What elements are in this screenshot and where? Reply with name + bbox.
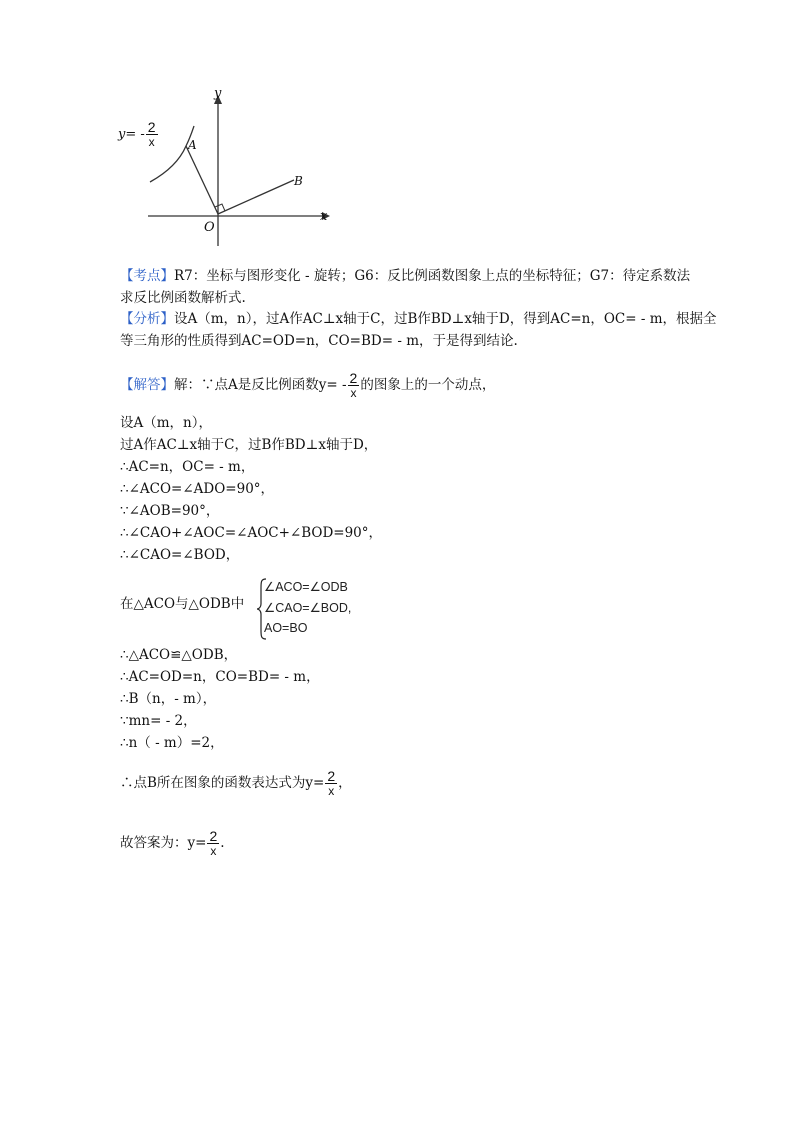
label-O: O — [204, 220, 215, 235]
step-line: 设A（m，n）， — [120, 415, 212, 431]
kaodian-line-1: 【考点】R7：坐标与图形变化 - 旋转；G6：反比例函数图象上点的坐标特征；G7：待定系数法 — [120, 268, 691, 284]
label-y: y — [214, 86, 222, 101]
equation-system — [256, 578, 360, 640]
kaodian-line-2: 求反比例函数解析式. — [120, 290, 246, 306]
step-line: 过A作AC⊥x轴于C，过B作BD⊥x轴于D， — [120, 437, 378, 453]
coordinate-plot — [116, 90, 336, 250]
step-line: ∵∠AOB=90°， — [120, 503, 220, 519]
fenxi-line-1: 【分析】设A（m，n），过A作AC⊥x轴于C，过B作BD⊥x轴于D，得到AC=n，OC= - m，根据全 — [120, 311, 717, 327]
step-line: ∴AC=OD=n，CO=BD= - m， — [120, 669, 320, 685]
step-line: ∴∠CAO+∠AOC=∠AOC+∠BOD=90°， — [120, 525, 383, 541]
jieda-tag: 【解答】 — [120, 377, 174, 393]
step-line: ∴∠CAO=∠BOD， — [120, 547, 240, 563]
fraction-2-over-x: $\frac{2}{x}$ — [209, 828, 218, 858]
step-line: ∴n（ - m）=2， — [120, 735, 224, 751]
triangle-intro: 在△ACO与△ODB中 — [120, 596, 245, 612]
segment-OA — [186, 146, 218, 214]
system-row: ∠ACO=∠ODB — [264, 580, 348, 594]
step-line: ∴AC=n，OC= - m， — [120, 459, 255, 475]
graph-figure — [116, 86, 336, 250]
label-x: x — [320, 209, 328, 224]
system-row: ∠CAO=∠BOD, — [264, 601, 352, 615]
step-line: ∴B（n，- m）， — [120, 691, 217, 707]
step-line: ∴△ACO≌△ODB， — [120, 647, 238, 663]
segment-OB — [218, 180, 294, 214]
step-line: ∵mn= - 2， — [120, 713, 197, 729]
answer-line: 故答案为：y= $\frac{2}{x}$ . — [120, 828, 225, 858]
label-B: B — [294, 174, 303, 188]
fenxi-tag: 【分析】 — [120, 311, 174, 327]
fraction-2-over-x: $\frac{2}{x}$ — [327, 768, 336, 798]
system-row: AO=BO — [264, 621, 308, 635]
kaodian-tag: 【考点】 — [120, 268, 174, 284]
step-line: ∴∠ACO=∠ADO=90°， — [120, 481, 275, 497]
function-label: y= - $\frac{2}{x}$ — [118, 119, 156, 149]
fraction-2-over-x: $\frac{2}{x}$ — [349, 370, 358, 400]
conclusion-line: ∴点B所在图象的函数表达式为y= $\frac{2}{x}$ ， — [120, 768, 352, 798]
jieda-intro: 【解答】解：∵点A是反比例函数y= - $\frac{2}{x}$ 的图象上的一个动点， — [120, 370, 496, 400]
fenxi-line-2: 等三角形的性质得到AC=OD=n，CO=BD= - m，于是得到结论. — [120, 333, 518, 349]
label-A: A — [188, 138, 197, 152]
